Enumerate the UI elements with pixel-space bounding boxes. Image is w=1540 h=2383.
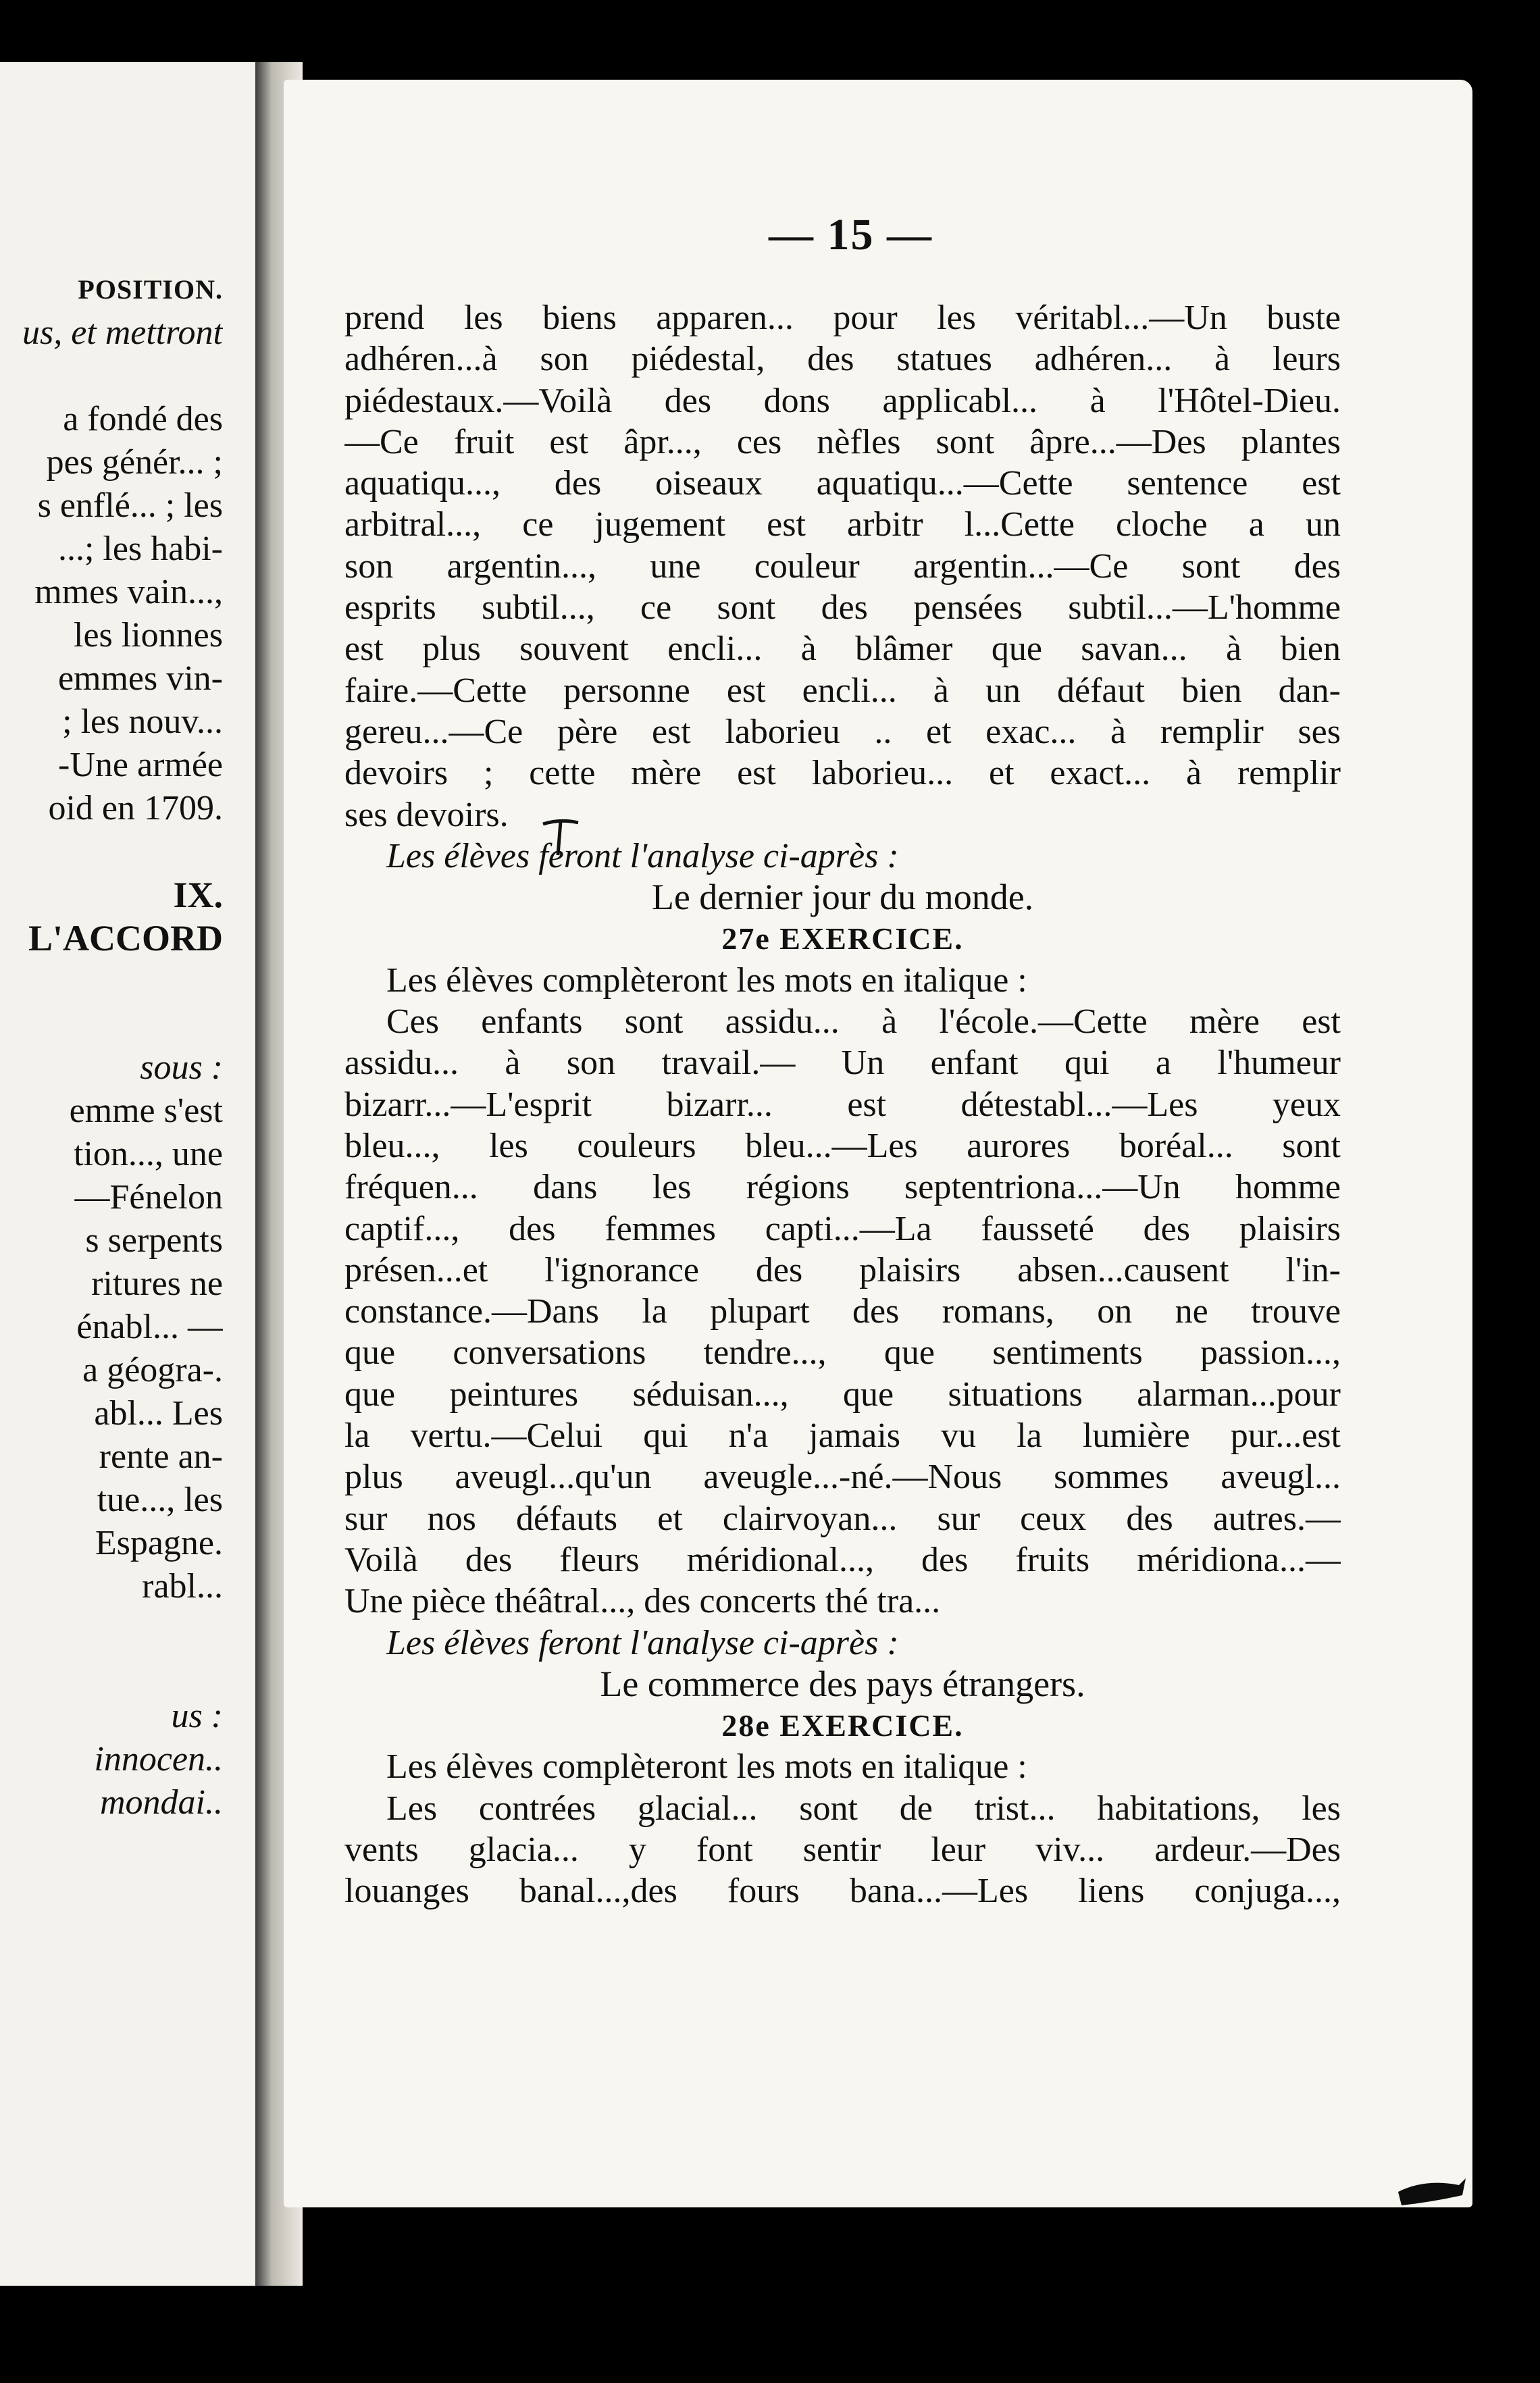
analysis-title: Le dernier jour du monde. — [651, 877, 1034, 918]
left-line: mmes vain..., — [34, 573, 223, 611]
text-line: vents glacia... y font sentir leur viv... ardeur.—Des — [344, 1830, 1341, 1869]
left-line: IX. — [173, 875, 223, 915]
left-line: ritures ne — [91, 1264, 223, 1303]
left-line: a géogra-. — [82, 1351, 223, 1389]
left-line: us : — [171, 1697, 223, 1735]
left-line: a fondé des — [63, 400, 223, 438]
left-line: pes génér... ; — [46, 443, 223, 482]
instruction-line: Les élèves complèteront les mots en italique : — [386, 1747, 1027, 1787]
text-line: plus aveugl...qu'un aveugle...-né.—Nous sommes aveugl... — [344, 1458, 1341, 1497]
left-line — [0, 1608, 223, 1651]
left-line: les lionnes — [74, 616, 223, 655]
text-line: présen...et l'ignorance des plaisirs absen...causent l'in- — [344, 1250, 1341, 1289]
page-body — [344, 297, 1341, 1912]
left-line: ...; les habi- — [57, 530, 223, 568]
left-line: mondai.. — [100, 1783, 223, 1822]
text-line: la vertu.—Celui qui n'a jamais vu la lumière pur...est — [344, 1416, 1341, 1456]
instruction-line: Les élèves complèteront les mots en italique : — [386, 960, 1027, 1000]
previous-page-strip — [0, 62, 259, 2286]
exercise-heading: 28e EXERCICE. — [721, 1708, 964, 1743]
left-line: sous : — [140, 1048, 223, 1087]
text-line: que conversations tendre..., que sentiments passion..., — [344, 1333, 1341, 1373]
text-line: aquatiqu..., des oiseaux aquatiqu...—Cette sentence est — [344, 464, 1341, 503]
pencil-mark — [540, 817, 581, 858]
left-line: énabl... — — [76, 1308, 223, 1346]
text-line: assidu... à son travail.— Un enfant qui a l'humeur — [344, 1044, 1341, 1083]
text-line: fréquen... dans les régions septentriona...—Un homme — [344, 1168, 1341, 1207]
left-line: s enflé... ; les — [37, 486, 223, 525]
left-line: -Une armée — [58, 746, 223, 784]
text-line: Ces enfants sont assidu... à l'école.—Cette mère est — [386, 1002, 1341, 1042]
left-line: s serpents — [85, 1221, 223, 1260]
text-line: arbitral..., ce jugement est arbitr l...Cette cloche a un — [344, 505, 1341, 544]
text-line: faire.—Cette personne est encli... à un défaut bien dan- — [344, 671, 1341, 710]
text-line: son argentin..., une couleur argentin...—Ce sont des — [344, 546, 1341, 586]
left-line: tue..., les — [97, 1481, 223, 1519]
text-line: que peintures séduisan..., que situations alarman...pour — [344, 1375, 1341, 1414]
text-line: Une pièce théâtral..., des concerts thé tra... — [344, 1582, 941, 1621]
text-line: Les contrées glacial... sont de trist... habitations, les — [386, 1789, 1341, 1828]
text-line: Voilà des fleurs méridional..., des fruits méridiona...— — [344, 1540, 1341, 1579]
ink-blot — [1391, 2165, 1472, 2212]
left-line: rente an- — [99, 1437, 223, 1476]
page-number: — 15 — — [769, 210, 933, 259]
text-line: louanges banal...,des fours bana...—Les liens conjuga..., — [344, 1872, 1341, 1911]
text-line: piédestaux.—Voilà des dons applicabl... à l'Hôtel-Dieu. — [344, 381, 1341, 420]
left-line: —Fénelon — [74, 1178, 223, 1216]
left-line: POSITION. — [78, 274, 223, 305]
left-line — [0, 1003, 223, 1046]
text-line: ses devoirs. — [344, 795, 509, 834]
left-line — [0, 1651, 223, 1695]
text-line: esprits subtil..., ce sont des pensées subtil...—L'homme — [344, 588, 1341, 627]
left-line: innocen.. — [94, 1740, 223, 1778]
text-line: captif..., des femmes capti...—La fausseté des plaisirs — [344, 1209, 1341, 1248]
text-line: est plus souvent encli... à blâmer que savan... à bien — [344, 630, 1341, 669]
left-line: tion..., une — [74, 1135, 223, 1173]
exercise-heading: 27e EXERCICE. — [721, 921, 964, 956]
left-line — [0, 830, 223, 873]
left-line: oid en 1709. — [48, 789, 223, 827]
left-line: ; les nouv... — [62, 702, 223, 741]
left-line: abl... Les — [94, 1394, 223, 1433]
left-line — [0, 355, 223, 398]
text-line: bleu..., les couleurs bleu...—Les aurores boréal... sont — [344, 1126, 1341, 1165]
text-line: bizarr...—L'esprit bizarr... est détestabl...—Les yeux — [344, 1085, 1341, 1124]
instruction-line: Les élèves feront l'analyse ci-après : — [386, 1623, 899, 1662]
text-line: devoirs ; cette mère est laborieu... et exact... à remplir — [344, 754, 1341, 793]
instruction-line: Les élèves feront l'analyse ci-après : — [386, 836, 899, 875]
previous-page-text — [0, 268, 223, 1824]
left-line: us, et mettront — [22, 313, 223, 352]
left-line: rabl... — [142, 1567, 223, 1606]
text-line: —Ce fruit est âpr..., ces nèfles sont âpre...—Des plantes — [344, 422, 1341, 461]
text-line: sur nos défauts et clairvoyan... sur ceux des autres.— — [344, 1499, 1341, 1538]
text-line: adhéren...à son piédestal, des statues adhéren... à leurs — [344, 340, 1341, 379]
analysis-title: Le commerce des pays étrangers. — [600, 1663, 1085, 1704]
text-line: prend les biens apparen... pour les véritabl...—Un buste — [344, 299, 1341, 337]
left-line — [0, 960, 223, 1003]
text-line: gereu...—Ce père est laborieu .. et exac... à remplir ses — [344, 712, 1341, 751]
left-line: emmes vin- — [57, 659, 223, 698]
left-line: Espagne. — [95, 1524, 223, 1562]
left-line: emme s'est — [69, 1092, 223, 1130]
text-line: constance.—Dans la plupart des romans, on ne trouve — [344, 1292, 1341, 1331]
left-line: L'ACCORD — [28, 918, 223, 958]
